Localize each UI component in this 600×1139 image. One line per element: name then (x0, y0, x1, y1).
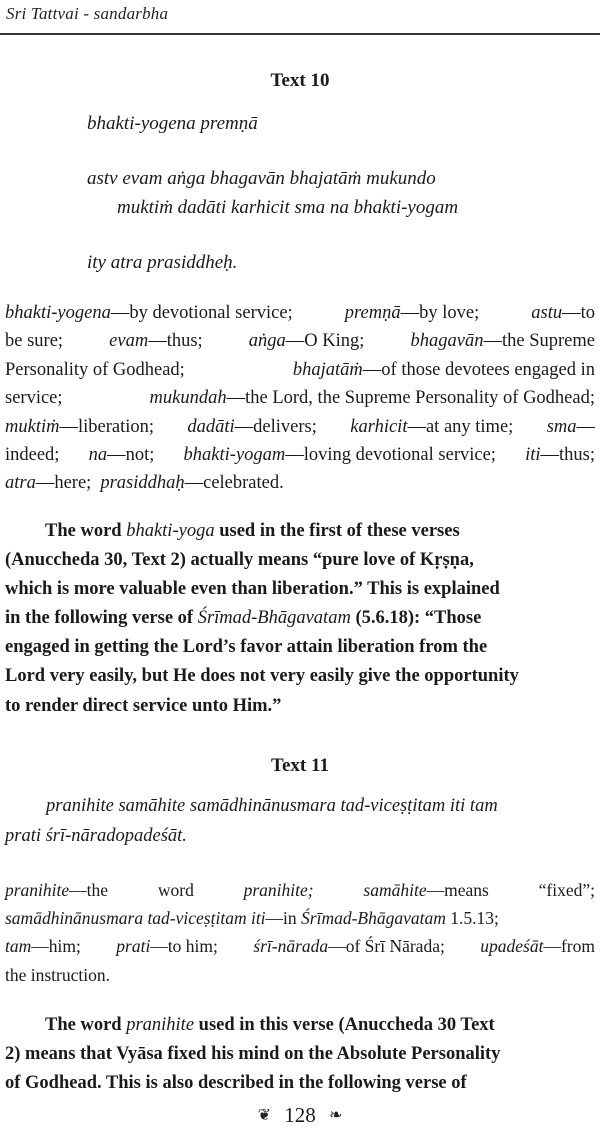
text10-verse-line-3: muktiṁ dadāti karhicit sma na bhakti-yogam (117, 197, 459, 218)
synonyms-line (5, 384, 595, 412)
sanskrit-term: bhajatāṁ (292, 359, 363, 380)
gloss-text: — (576, 416, 595, 437)
gloss-text: indeed; (5, 445, 60, 466)
text11-purport (5, 1011, 598, 1098)
gloss-text: —to (562, 303, 595, 323)
gloss-text: word (157, 880, 194, 900)
gloss-text: —at any time; (407, 416, 514, 437)
text11-synonyms (5, 876, 595, 989)
gloss-text: —to him; (150, 936, 218, 957)
synonyms-line (5, 904, 595, 932)
purport-line (5, 1040, 598, 1069)
purport-line (5, 1069, 598, 1098)
text11-heading: Text 11 (271, 755, 329, 776)
text10-purport (5, 517, 598, 721)
text10-verse-line-4: ity atra prasiddheḥ. (87, 252, 238, 273)
leaf-ornament-icon: ❦ (257, 1107, 271, 1124)
gloss-text: —means (426, 880, 489, 900)
gloss-text: —celebrated. (184, 473, 284, 494)
sanskrit-term: upadeśāt (480, 936, 544, 957)
purport-text: in the following verse of (5, 608, 198, 629)
purport-line (5, 662, 598, 691)
purport-text: The word (45, 1015, 127, 1035)
purport-text: of Godhead. This is also described in the following verse of (5, 1073, 467, 1094)
synonyms-line (5, 413, 595, 441)
gloss-text: —the (69, 880, 109, 900)
page-footer (0, 1103, 600, 1128)
sanskrit-term: na (88, 445, 108, 466)
text11-verse-line-1: pranihite samāhite samādhinānusmara tad-viceṣṭitam iti tam (46, 796, 498, 816)
gloss-text: —delivers; (234, 416, 317, 437)
gloss-text: —of Śrī Nārada; (328, 936, 445, 957)
synonyms-line (5, 441, 595, 469)
sanskrit-term: iti (525, 445, 541, 466)
synonyms-line (5, 327, 595, 355)
purport-text: (5.6.18): “Those (350, 608, 482, 629)
gloss-text: —loving devotional service; (285, 445, 496, 466)
gloss-text: the instruction. (5, 964, 110, 985)
text10-heading: Text 10 (270, 70, 330, 91)
gloss-text: —O King; (285, 331, 365, 352)
purport-line (5, 692, 598, 721)
text10-verse-line-2: astv evam aṅga bhagavān bhajatāṁ mukundo (87, 168, 436, 189)
gloss-text: Personality of Godhead; (5, 359, 185, 380)
gloss-text: —the Lord, the Supreme Personality of Godhead; (226, 388, 595, 409)
purport-line (5, 1011, 598, 1040)
sanskrit-term: tam (5, 936, 32, 957)
book-title: Śrīmad-Bhāgavatam (197, 608, 351, 629)
sanskrit-term: bhakti-yogena (5, 303, 111, 323)
sanskrit-term: sma (546, 416, 577, 437)
text11-verse-line-2: prati śrī-nāradopadeśāt. (5, 826, 187, 846)
purport-text: 2) means that Vyāsa fixed his mind on the Absolute Personality (5, 1044, 501, 1065)
sanskrit-term: dadāti (187, 416, 235, 437)
sanskrit-term: evam (109, 331, 149, 352)
header-rule (0, 33, 600, 35)
synonyms-line (5, 356, 595, 384)
synonyms-line (5, 469, 595, 497)
gloss-text: “fixed”; (538, 880, 595, 900)
sanskrit-term: premṇā (344, 303, 401, 323)
purport-line (5, 575, 598, 604)
gloss-text: —of those devotees engaged in (362, 359, 595, 380)
purport-text: (Anuccheda 30, Text 2) actually means “pure love of Kṛṣṇa, (5, 550, 474, 571)
purport-text: engaged in getting the Lord’s favor attain liberation from the (5, 637, 488, 658)
gloss-text: service; (5, 388, 63, 409)
sanskrit-term: aṅga (248, 331, 286, 352)
gloss-text: —not; (107, 445, 155, 466)
sanskrit-term: prasiddhaḥ (100, 473, 185, 494)
gloss-text: —in (265, 908, 302, 929)
sanskrit-term: śrī-nārada (253, 936, 329, 957)
sanskrit-term: muktiṁ (5, 416, 60, 437)
sanskrit-term: karhicit (350, 416, 408, 437)
synonyms-line (5, 932, 595, 960)
purport-text: Lord very easily, but He does not very easily give the opportunity (5, 666, 519, 687)
synonyms-line (5, 876, 595, 904)
gloss-text: —by love; (400, 303, 480, 323)
sanskrit-term: pranihite; (243, 880, 314, 900)
purport-line (5, 633, 598, 662)
purport-text: to render direct service unto Him.” (5, 695, 282, 716)
gloss-text: —him; (31, 936, 81, 957)
leaf-ornament-icon: ❧ (329, 1107, 343, 1124)
text10-synonyms (5, 299, 595, 498)
sanskrit-term: pranihite (126, 1015, 195, 1035)
gloss-text: —here; (35, 473, 92, 494)
sanskrit-term: atra (5, 473, 36, 494)
sanskrit-term: mukundah (149, 388, 227, 409)
purport-line (5, 546, 598, 575)
book-term: bhakti-yoga (126, 521, 215, 541)
running-title: Sri Tattvai - sandarbha (6, 4, 169, 23)
purport-text: which is more valuable even than liberation.” This is explained (5, 579, 500, 600)
gloss-text: —thus; (540, 445, 595, 466)
purport-line (5, 604, 598, 633)
purport-text: used in the first of these verses (214, 521, 460, 541)
sanskrit-term: pranihite (5, 880, 70, 900)
purport-line (5, 517, 598, 546)
sanskrit-term: bhakti-yogam (183, 445, 286, 466)
purport-text: used in this verse (Anuccheda 30 Text (194, 1015, 495, 1035)
sanskrit-term: astu (531, 303, 563, 323)
sanskrit-term: samādhinānusmara tad-viceṣṭitam iti (5, 908, 266, 929)
page-number: 128 (284, 1103, 316, 1127)
sanskrit-term: samāhite (363, 880, 427, 900)
sanskrit-term: prati (116, 936, 151, 957)
gloss-text: —the Supreme (483, 331, 595, 352)
gloss-text: —liberation; (59, 416, 155, 437)
book-title: Śrīmad-Bhāgavatam (301, 908, 446, 929)
text10-verse-line-1: bhakti-yogena premṇā (87, 113, 258, 134)
gloss-text: 1.5.13; (445, 908, 499, 929)
gloss-text: be sure; (5, 331, 64, 352)
sanskrit-term: bhagavān (410, 331, 484, 352)
gloss-text: —by devotional service; (110, 303, 293, 323)
gloss-text: —from (543, 936, 595, 957)
purport-text: The word (45, 521, 127, 541)
synonyms-line (5, 299, 595, 327)
gloss-text: —thus; (148, 331, 203, 352)
synonyms-line (5, 961, 595, 989)
